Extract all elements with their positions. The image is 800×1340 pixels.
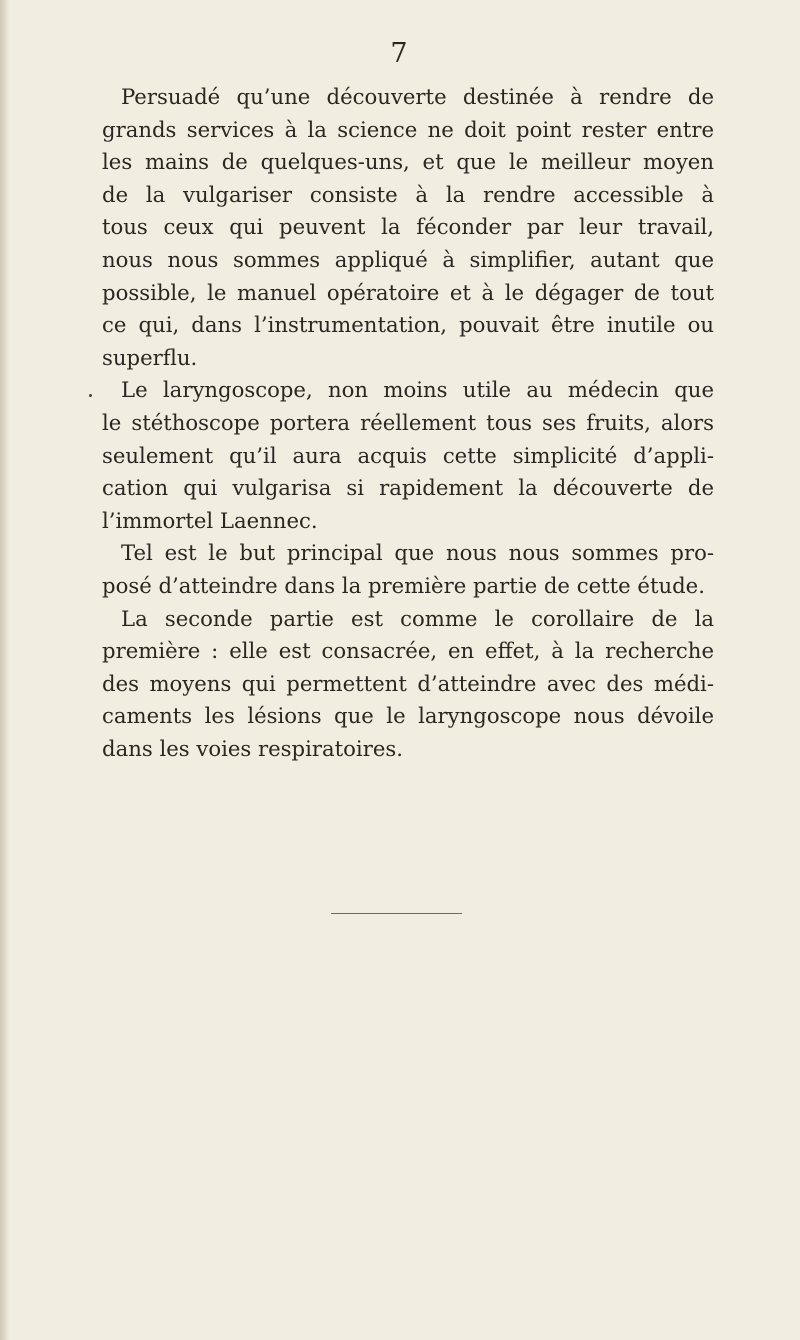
text-line: Tel est le but principal que nous nous sommes pro- bbox=[121, 540, 714, 566]
text-line: cation qui vulgarisa si rapidement la découverte de bbox=[102, 475, 714, 501]
body-text bbox=[102, 81, 714, 765]
spine-shadow bbox=[0, 0, 10, 1340]
paragraph-4 bbox=[102, 603, 714, 766]
text-line: les mains de quelques-uns, et que le meilleur moyen bbox=[102, 149, 714, 175]
text-line: ce qui, dans l’instrumentation, pouvait être inutile ou bbox=[102, 312, 714, 338]
text-line: tous ceux qui peuvent la féconder par leur travail, bbox=[102, 214, 714, 240]
text-line: superflu. bbox=[102, 344, 198, 370]
text-line: de la vulgariser consiste à la rendre accessible à bbox=[102, 181, 714, 207]
text-line: première : elle est consacrée, en effet, à la recherche bbox=[102, 638, 714, 664]
text-line: l’immortel Laennec. bbox=[102, 507, 318, 533]
text-line: Le laryngoscope, non moins utile au médecin que bbox=[121, 377, 714, 403]
paragraph-2 bbox=[102, 374, 714, 537]
text-line: La seconde partie est comme le corollaire de la bbox=[121, 605, 714, 631]
text-line: possible, le manuel opératoire et à le dégager de tout bbox=[102, 279, 714, 305]
text-line: caments les lésions que le laryngoscope nous dévoile bbox=[102, 703, 714, 729]
end-rule bbox=[331, 913, 462, 914]
paragraph-1 bbox=[102, 81, 714, 374]
text-line: Persuadé qu’une découverte destinée à rendre de bbox=[121, 84, 714, 109]
page-number: 7 bbox=[390, 38, 408, 69]
text-line: grands services à la science ne doit point rester entre bbox=[102, 116, 714, 142]
text-line: posé d’atteindre dans la première partie de cette étude. bbox=[102, 572, 705, 598]
margin-dot bbox=[89, 394, 92, 397]
text-line: le stéthoscope portera réellement tous ses fruits, alors bbox=[102, 409, 714, 435]
text-line: dans les voies respiratoires. bbox=[102, 735, 403, 761]
paragraph-3 bbox=[102, 537, 714, 602]
text-line: des moyens qui permettent d’atteindre avec des médi- bbox=[102, 670, 714, 696]
text-line: seulement qu’il aura acquis cette simplicité d’appli- bbox=[102, 442, 714, 468]
text-line: nous nous sommes appliqué à simplifier, autant que bbox=[102, 246, 714, 272]
